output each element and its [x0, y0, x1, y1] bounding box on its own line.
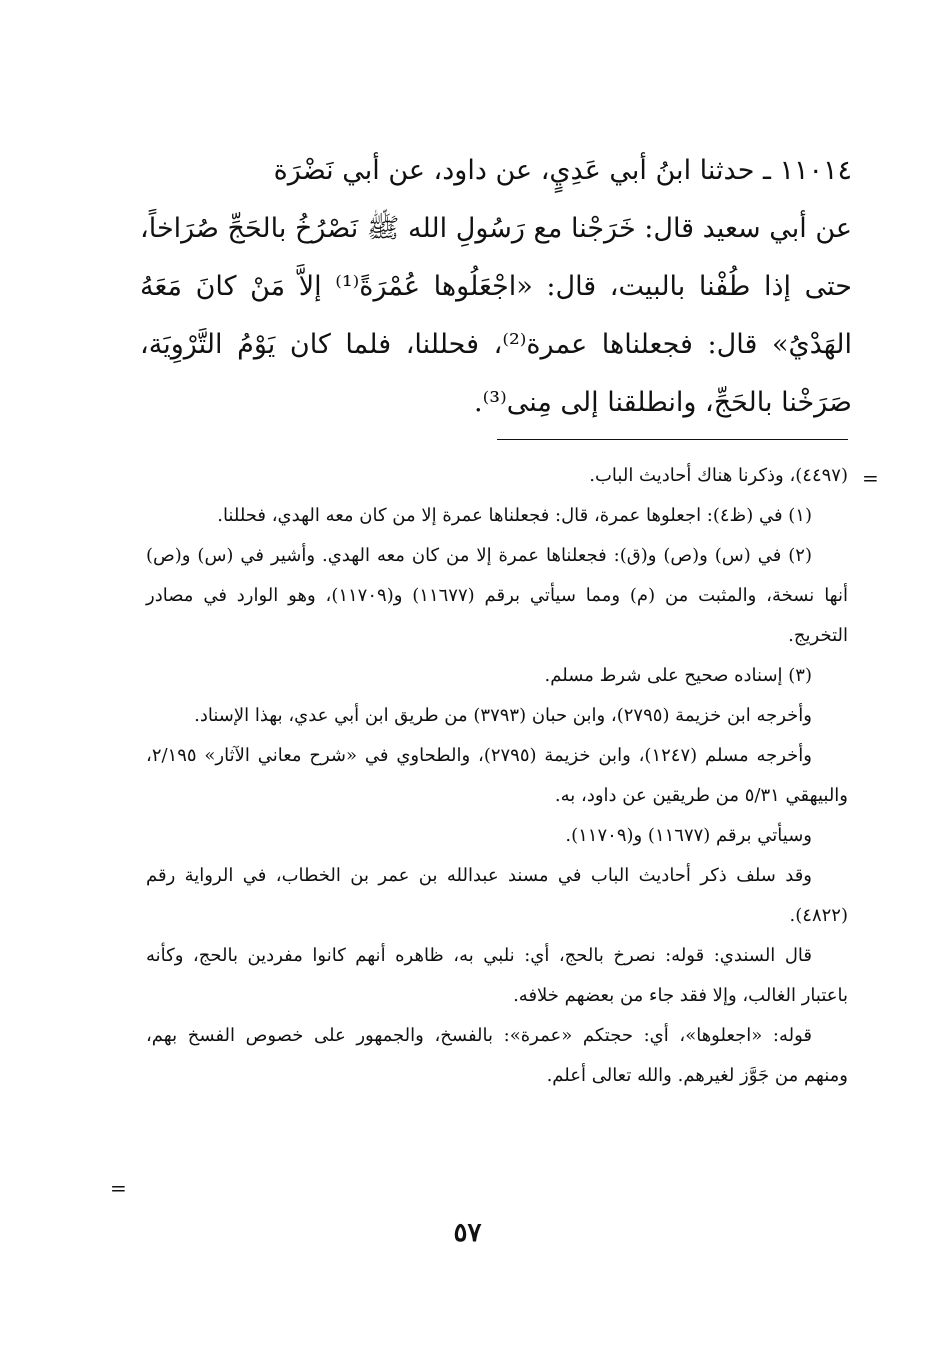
footnote-3-intro: (٣) إسناده صحيح على شرط مسلم. [544, 665, 812, 686]
footnote-takhrij-1: وأخرجه ابن خزيمة (٢٧٩٥)، وابن حبان (٣٧٩٣) من طريق ابن أبي عدي، بهذا الإسناد. [194, 705, 812, 726]
footnote-explanation: قوله: «اجعلوها»، أي: حجتكم «عمرة»: بالفسخ، والجمهور على خصوص الفسخ بهم، ومنهم من جَوَّز لغيرهم. والله تعالى أعلم. [146, 1025, 848, 1086]
footnotes-block [146, 456, 848, 1096]
footnote-2: (٢) في (س) و(ص) و(ق): فجعلناها عمرة إلا من كان معه الهدي. وأشير في (س) و(ص) أنها نسخة، والمثبت من (م) ومما سيأتي برقم (١١٦٧٧) و(١١٧٠٩)، وهو الوارد في مصادر التخريج. [146, 545, 848, 646]
footnote-takhrij-2: وأخرجه مسلم (١٢٤٧)، وابن خزيمة (٢٧٩٥)، والطحاوي في «شرح معاني الآثار» ٢/١٩٥، والبيهقي ٥/٣١ من طريقين عن داود، به. [146, 745, 848, 806]
footnote-see-also: وسيأتي برقم (١١٦٧٧) و(١١٧٠٩). [565, 825, 812, 846]
hadith-header: ١١٠١٤ ـ حدثنا ابنُ أبي عَدِيٍ، عن داود، عن أبي نَضْرَة [273, 155, 852, 186]
continuation-mark-top: = [862, 466, 879, 490]
hadith-text-block [140, 142, 852, 432]
continuation-mark-bottom: = [110, 1176, 127, 1200]
previous-page-continuation: (٤٤٩٧)، وذكرنا هناك أحاديث الباب. [589, 465, 848, 486]
footnote-sindi-comment: قال السندي: قوله: نصرخ بالحج، أي: نلبي به، ظاهره أنهم كانوا مفردين بالحج، وكأنه باعتبار الغالب، وإلا فقد جاء من بعضهم خلافه. [146, 945, 848, 1006]
footnote-separator [497, 439, 848, 440]
footnote-1: (١) في (ظ٤): اجعلوها عمرة، قال: فجعلناها عمرة إلا من كان معه الهدي، فحللنا. [217, 505, 812, 526]
page-number: ٥٧ [453, 1218, 482, 1248]
footnote-previous-mention: وقد سلف ذكر أحاديث الباب في مسند عبدالله بن عمر بن الخطاب، في الرواية رقم (٤٨٢٢). [146, 865, 848, 926]
hadith-body: عن أبي سعيد قال: خَرَجْنا مع رَسُولِ الله ﷺ نَصْرُخُ بالحَجِّ صُرَاخاً، حتى إذا طُفْنا بالبيت، قال: «اجْعَلُوها عُمْرَةً⁽¹⁾ إلاَّ مَنْ كانَ مَعَهُ الهَدْيُ» قال: فجعلناها عمرة⁽²⁾، فحللنا، فلما كان يَوْمُ التَّرْوِيَة، صَرَخْنا بالحَجِّ، وانطلقنا إلى مِنى⁽³⁾. [140, 213, 852, 418]
